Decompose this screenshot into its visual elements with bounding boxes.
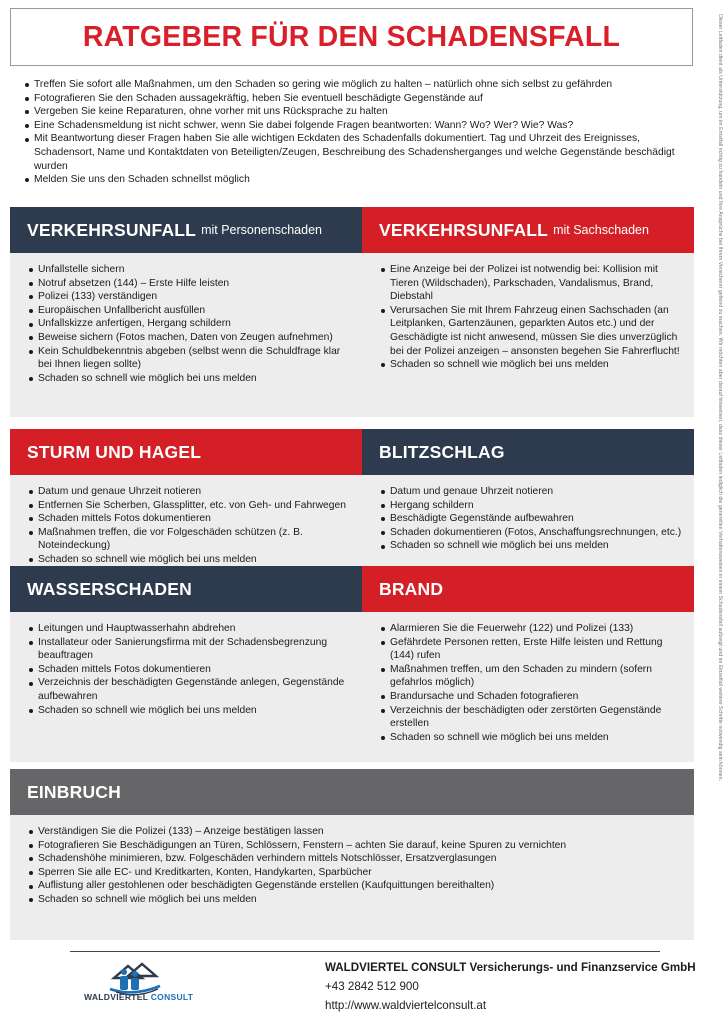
list-item: Eine Anzeige bei der Polizei ist notwendig bei: Kollision mit Tieren (Wildschaden), Parkschaden, Vandalismus, Brand, Diebstahl — [380, 263, 684, 304]
list-item: Schaden so schnell wie möglich bei uns melden — [28, 372, 352, 386]
section-list — [380, 485, 684, 553]
list-item: Maßnahmen treffen, die vor Folgeschäden schützen (z. B. Noteindeckung) — [28, 526, 352, 553]
intro-list — [24, 78, 696, 187]
company-info — [325, 958, 696, 1015]
section-header — [362, 429, 694, 475]
company-phone: +43 2842 512 900 — [325, 980, 419, 993]
section-list — [28, 485, 352, 567]
list-item: Schaden mittels Fotos dokumentieren — [28, 663, 352, 677]
list-item: Leitungen und Hauptwasserhahn abdrehen — [28, 622, 352, 636]
page-title: RATGEBER FÜR DEN SCHADENSFALL — [82, 20, 621, 53]
section-header — [10, 207, 362, 253]
section-body — [10, 612, 362, 762]
list-item: Verzeichnis der beschädigten Gegenstände anlegen, Gegenstände aufbewahren — [28, 676, 352, 703]
list-item: Beschädigte Gegenstände aufbewahren — [380, 512, 684, 526]
list-item: Unfallskizze anfertigen, Hergang schildern — [28, 317, 352, 331]
section-list — [380, 622, 684, 744]
section-list — [380, 263, 684, 372]
list-item: Entfernen Sie Scherben, Glassplitter, etc. von Geh- und Fahrwegen — [28, 499, 352, 513]
list-item: Schaden so schnell wie möglich bei uns melden — [28, 553, 352, 567]
list-item: Beweise sichern (Fotos machen, Daten von Zeugen aufnehmen) — [28, 331, 352, 345]
list-item: Polizei (133) verständigen — [28, 290, 352, 304]
list-item: Schaden so schnell wie möglich bei uns melden — [380, 358, 684, 372]
section-header — [10, 769, 694, 815]
section-title: EINBRUCH — [27, 781, 121, 802]
section-einbruch — [10, 769, 694, 940]
list-item: Alarmieren Sie die Feuerwehr (122) und Polizei (133) — [380, 622, 684, 636]
section-title: BRAND — [379, 578, 444, 599]
section-list — [28, 825, 684, 907]
list-item: Kein Schuldbekenntnis abgeben (selbst wenn die Schuldfrage klar bei Ihnen liegen sollte) — [28, 345, 352, 372]
list-item: Mit Beantwortung dieser Fragen haben Sie alle wichtigen Eckdaten des Schadenfalls dokumentiert. Tag und Uhrzeit des Ereignisses, Schadensort, Name und Kontaktdaten von Beteiligten/Zeugen, Beschreibung des Schadensherganges und welche Gegenstände beschädigt wurden — [24, 132, 696, 173]
section-title: VERKEHRSUNFALL — [379, 219, 549, 240]
list-item: Sperren Sie alle EC- und Kreditkarten, Konten, Handykarten, Sparbücher — [28, 866, 684, 880]
section-verkehrsunfall-personenschaden — [10, 207, 362, 417]
company-url[interactable]: http://www.waldviertelconsult.at — [325, 999, 487, 1012]
section-sturm-und-hagel — [10, 429, 362, 568]
list-item: Europäischen Unfallbericht ausfüllen — [28, 304, 352, 318]
company-name: WALDVIERTEL CONSULT Versicherungs- und Finanzservice GmbH — [325, 961, 696, 974]
section-body — [362, 475, 694, 568]
section-title: STURM UND HAGEL — [27, 441, 202, 462]
list-item: Schaden so schnell wie möglich bei uns melden — [380, 539, 684, 553]
section-body — [10, 253, 362, 417]
side-disclaimer: Dieser Leitfaden dient als Unterstützung, um im Ernstfall richtig zu handeln und Ihre Ansprüche bei Ihrem Versicherer geltend zu machen. Wir möchten aber darauf hinweisen, dass dieser Leitfaden lediglich die generellen Verhaltensweisen in einem Schadensfall aufzeigt und im Einzelfall weitere Schritte notwendig sein können. — [717, 14, 723, 782]
list-item: Eine Schadensmeldung ist nicht schwer, wenn Sie dabei folgende Fragen beantworten: Wann? Wo? Wer? Wie? Was? — [24, 119, 696, 133]
list-item: Datum und genaue Uhrzeit notieren — [380, 485, 684, 499]
section-title: WASSERSCHADEN — [27, 578, 192, 599]
section-title: VERKEHRSUNFALL — [27, 219, 197, 240]
logo-wordmark — [84, 992, 204, 1002]
section-body — [10, 815, 694, 940]
list-item: Fotografieren Sie den Schaden aussagekräftig, heben Sie eventuell beschädigte Gegenstände auf — [24, 92, 696, 106]
list-item: Verursachen Sie mit Ihrem Fahrzeug einen Sachschaden (an Leitplanken, Gartenzäunen, geparkten Autos etc.) und der Geschädigte ist nicht anwesend, müssen Sie dies unverzüglich bei der Polizei anzeigen – ansonsten begehen Sie Fahrerflucht! — [380, 304, 684, 358]
list-item: Gefährdete Personen retten, Erste Hilfe leisten und Rettung (144) rufen — [380, 636, 684, 663]
list-item: Schaden so schnell wie möglich bei uns melden — [28, 893, 684, 907]
section-wasserschaden — [10, 566, 362, 762]
list-item: Datum und genaue Uhrzeit notieren — [28, 485, 352, 499]
section-header — [10, 566, 362, 612]
footer-divider — [70, 951, 660, 952]
list-item: Verständigen Sie die Polizei (133) – Anzeige bestätigen lassen — [28, 825, 684, 839]
section-body — [362, 612, 694, 762]
list-item: Verzeichnis der beschädigten oder zerstörten Gegenstände erstellen — [380, 704, 684, 731]
list-item: Maßnahmen treffen, um den Schaden zu mindern (sofern gefahrlos möglich) — [380, 663, 684, 690]
section-header — [362, 207, 694, 253]
list-item: Vergeben Sie keine Reparaturen, ohne vorher mit uns Rücksprache zu halten — [24, 105, 696, 119]
list-item: Schaden mittels Fotos dokumentieren — [28, 512, 352, 526]
list-item: Hergang schildern — [380, 499, 684, 513]
list-item: Fotografieren Sie Beschädigungen an Türen, Schlössern, Fenstern – achten Sie darauf, keine Spuren zu vernichten — [28, 839, 684, 853]
list-item: Brandursache und Schaden fotografieren — [380, 690, 684, 704]
section-header — [362, 566, 694, 612]
list-item: Melden Sie uns den Schaden schnellst möglich — [24, 173, 696, 187]
section-verkehrsunfall-sachschaden — [362, 207, 694, 417]
logo-word-2: CONSULT — [150, 992, 194, 1002]
list-item: Schadenshöhe minimieren, bzw. Folgeschäden verhindern mittels Notschlösser, Ersatzverglasungen — [28, 852, 684, 866]
section-body — [362, 253, 694, 417]
list-item: Schaden so schnell wie möglich bei uns melden — [28, 704, 352, 718]
list-item: Schaden so schnell wie möglich bei uns melden — [380, 731, 684, 745]
section-subtitle: mit Sachschaden — [553, 223, 649, 237]
title-box — [10, 8, 693, 66]
list-item: Unfallstelle sichern — [28, 263, 352, 277]
section-list — [28, 263, 352, 385]
list-item: Installateur oder Sanierungsfirma mit der Schadensbegrenzung beauftragen — [28, 636, 352, 663]
logo-word-1: WALDVIERTEL — [84, 992, 149, 1002]
section-body — [10, 475, 362, 568]
list-item: Treffen Sie sofort alle Maßnahmen, um den Schaden so gering wie möglich zu halten – natürlich ohne sich selbst zu gefährden — [24, 78, 696, 92]
section-title: BLITZSCHLAG — [379, 441, 505, 462]
list-item: Schaden dokumentieren (Fotos, Anschaffungsrechnungen, etc.) — [380, 526, 684, 540]
section-header — [10, 429, 362, 475]
section-subtitle: mit Personenschaden — [201, 223, 322, 237]
section-brand — [362, 566, 694, 762]
list-item: Notruf absetzen (144) – Erste Hilfe leisten — [28, 277, 352, 291]
list-item: Auflistung aller gestohlenen oder beschädigten Gegenstände erstellen (Kaufquittungen bereithalten) — [28, 879, 684, 893]
section-blitzschlag — [362, 429, 694, 568]
section-list — [28, 622, 352, 717]
